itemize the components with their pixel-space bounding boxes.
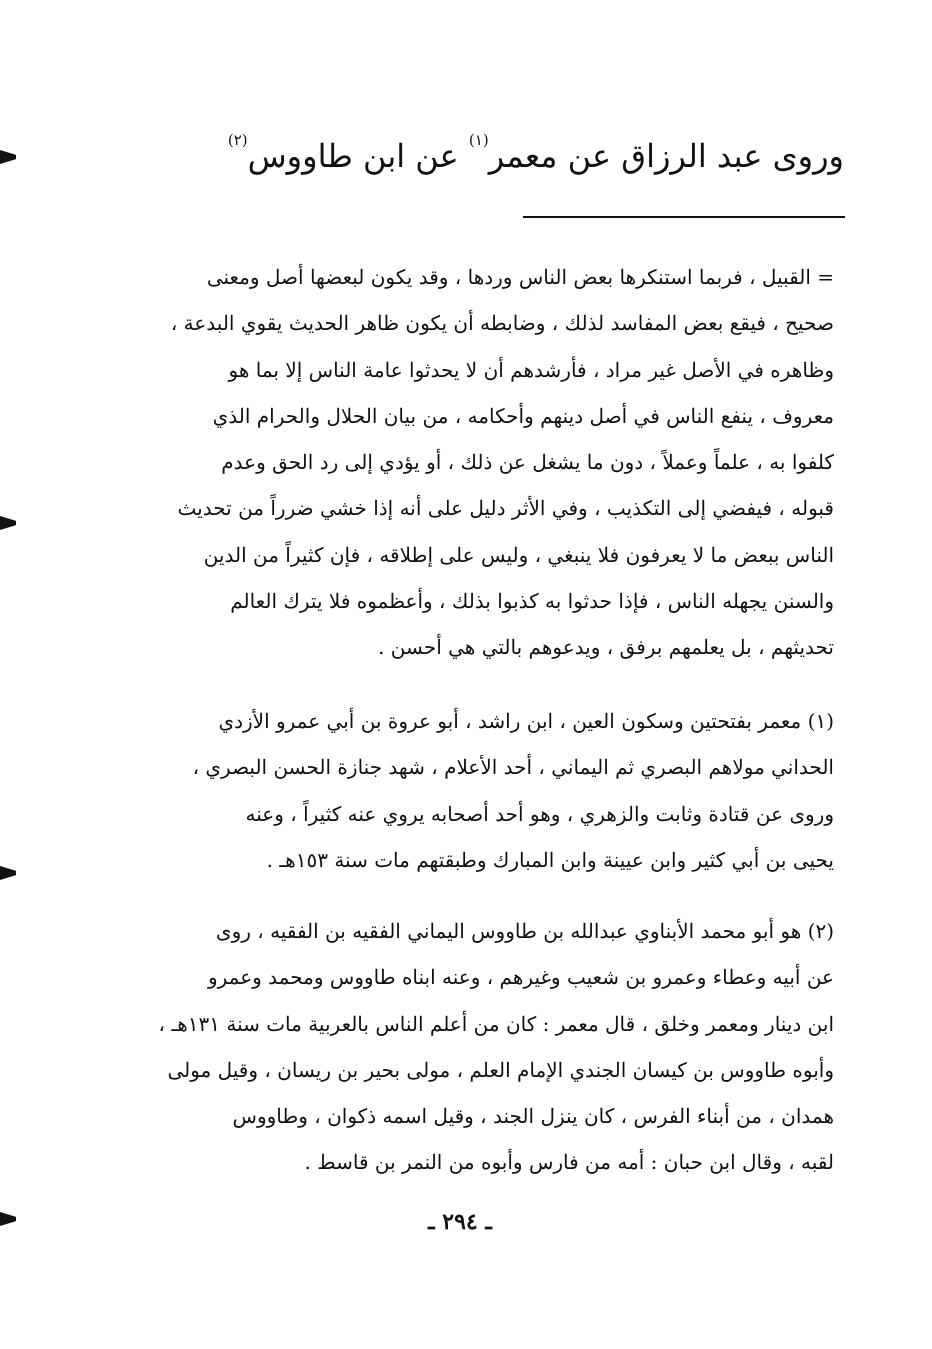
paragraph-line: قبوله ، فيفضي إلى التكذيب ، وفي الأثر دليل على أنه إذا خشي ضرراً من تحديث xyxy=(177,496,834,521)
paragraph-line: وظاهره في الأصل غير مراد ، فأرشدهم أن لا يحدثوا عامة الناس إلا بما هو xyxy=(228,357,834,382)
footnote-line: وروى عن قتادة وثابت والزهري ، وهو أحد أصحابه يروي عنه كثيراً ، وعنه xyxy=(245,801,834,826)
heading-line xyxy=(227,128,844,184)
binding-mark xyxy=(0,866,16,880)
footnote-line: (٢) هو أبو محمد الأبناوي عبدالله بن طاووس اليماني الفقيه بن الفقيه ، روى xyxy=(215,919,834,943)
footnote-divider xyxy=(523,216,845,218)
heading-text-continued: عن ابن طاووس xyxy=(247,137,469,175)
paragraph-line: كلفوا به ، علماً وعملاً ، دون ما يشغل عن ذلك ، أو يؤدي إلى رد الحق وعدم xyxy=(221,450,834,475)
footnote-line: همدان ، من أبناء الفرس ، كان ينزل الجند ، وقيل اسمه ذكوان ، وطاووس xyxy=(232,1104,834,1129)
paragraph-line: صحيح ، فيقع بعض المفاسد لذلك ، وضابطه أن يكون ظاهر الحديث يقوي البدعة ، xyxy=(170,311,834,336)
footnote-line: (١) معمر بفتحتين وسكون العين ، ابن راشد ، أبو عروة بن أبي عمرو الأزدي xyxy=(218,709,834,733)
footnote-line: ابن دينار ومعمر وخلق ، قال معمر : كان من أعلم الناس بالعربية مات سنة ١٣١هـ ، xyxy=(158,1011,834,1036)
paragraph-line: الناس ببعض ما لا يعرفون فلا ينبغي ، وليس على إطلاقه ، فإن كثيراً من الدين xyxy=(203,542,834,567)
binding-mark xyxy=(0,516,16,530)
footnote-1 xyxy=(104,698,834,883)
binding-mark xyxy=(0,1212,16,1226)
footnote-line: عن أبيه وعطاء وعمرو بن شعيب وغيرهم ، وعنه ابناه طاووس ومحمد وعمرو xyxy=(207,965,834,990)
heading-text: وروى عبد الرزاق عن معمر xyxy=(488,137,844,175)
page-number: ـ ٢٩٤ ـ xyxy=(428,1209,492,1235)
paragraph-line: تحديثهم ، بل يعلمهم برفق ، ويدعوهم بالتي هي أحسن . xyxy=(378,635,834,660)
paragraph-line: معروف ، ينفع الناس في أصل دينهم وأحكامه ، من بيان الحلال والحرام الذي xyxy=(212,403,834,428)
binding-mark xyxy=(0,150,16,164)
footnote-line: لقبه ، وقال ابن حبان : أمه من فارس وأبوه من النمر بن قاسط . xyxy=(304,1150,834,1175)
footnote-line: وأبوه طاووس بن كيسان الجندي الإمام العلم ، مولى بحير بن ريسان ، وقيل مولى xyxy=(167,1057,834,1082)
footnote-2 xyxy=(104,908,834,1186)
footnote-ref-2: (٢) xyxy=(227,131,248,149)
paragraph-line: = القبيل ، فربما استنكرها بعض الناس وردها ، وقد يكون لبعضها أصل ومعنى xyxy=(206,265,834,289)
footnote-ref-1: (١) xyxy=(468,131,489,149)
main-paragraph xyxy=(104,254,834,671)
footnote-line: يحيى بن أبي كثير وابن عيينة وابن المبارك وطبقتهم مات سنة ١٥٣هـ . xyxy=(266,847,834,872)
paragraph-line: والسنن يجهله الناس ، فإذا حدثوا به كذبوا بذلك ، وأعظموه فلا يترك العالم xyxy=(230,589,834,614)
footnote-line: الحداني مولاهم البصري ثم اليماني ، أحد الأعلام ، شهد جنازة الحسن البصري ، xyxy=(192,755,834,780)
